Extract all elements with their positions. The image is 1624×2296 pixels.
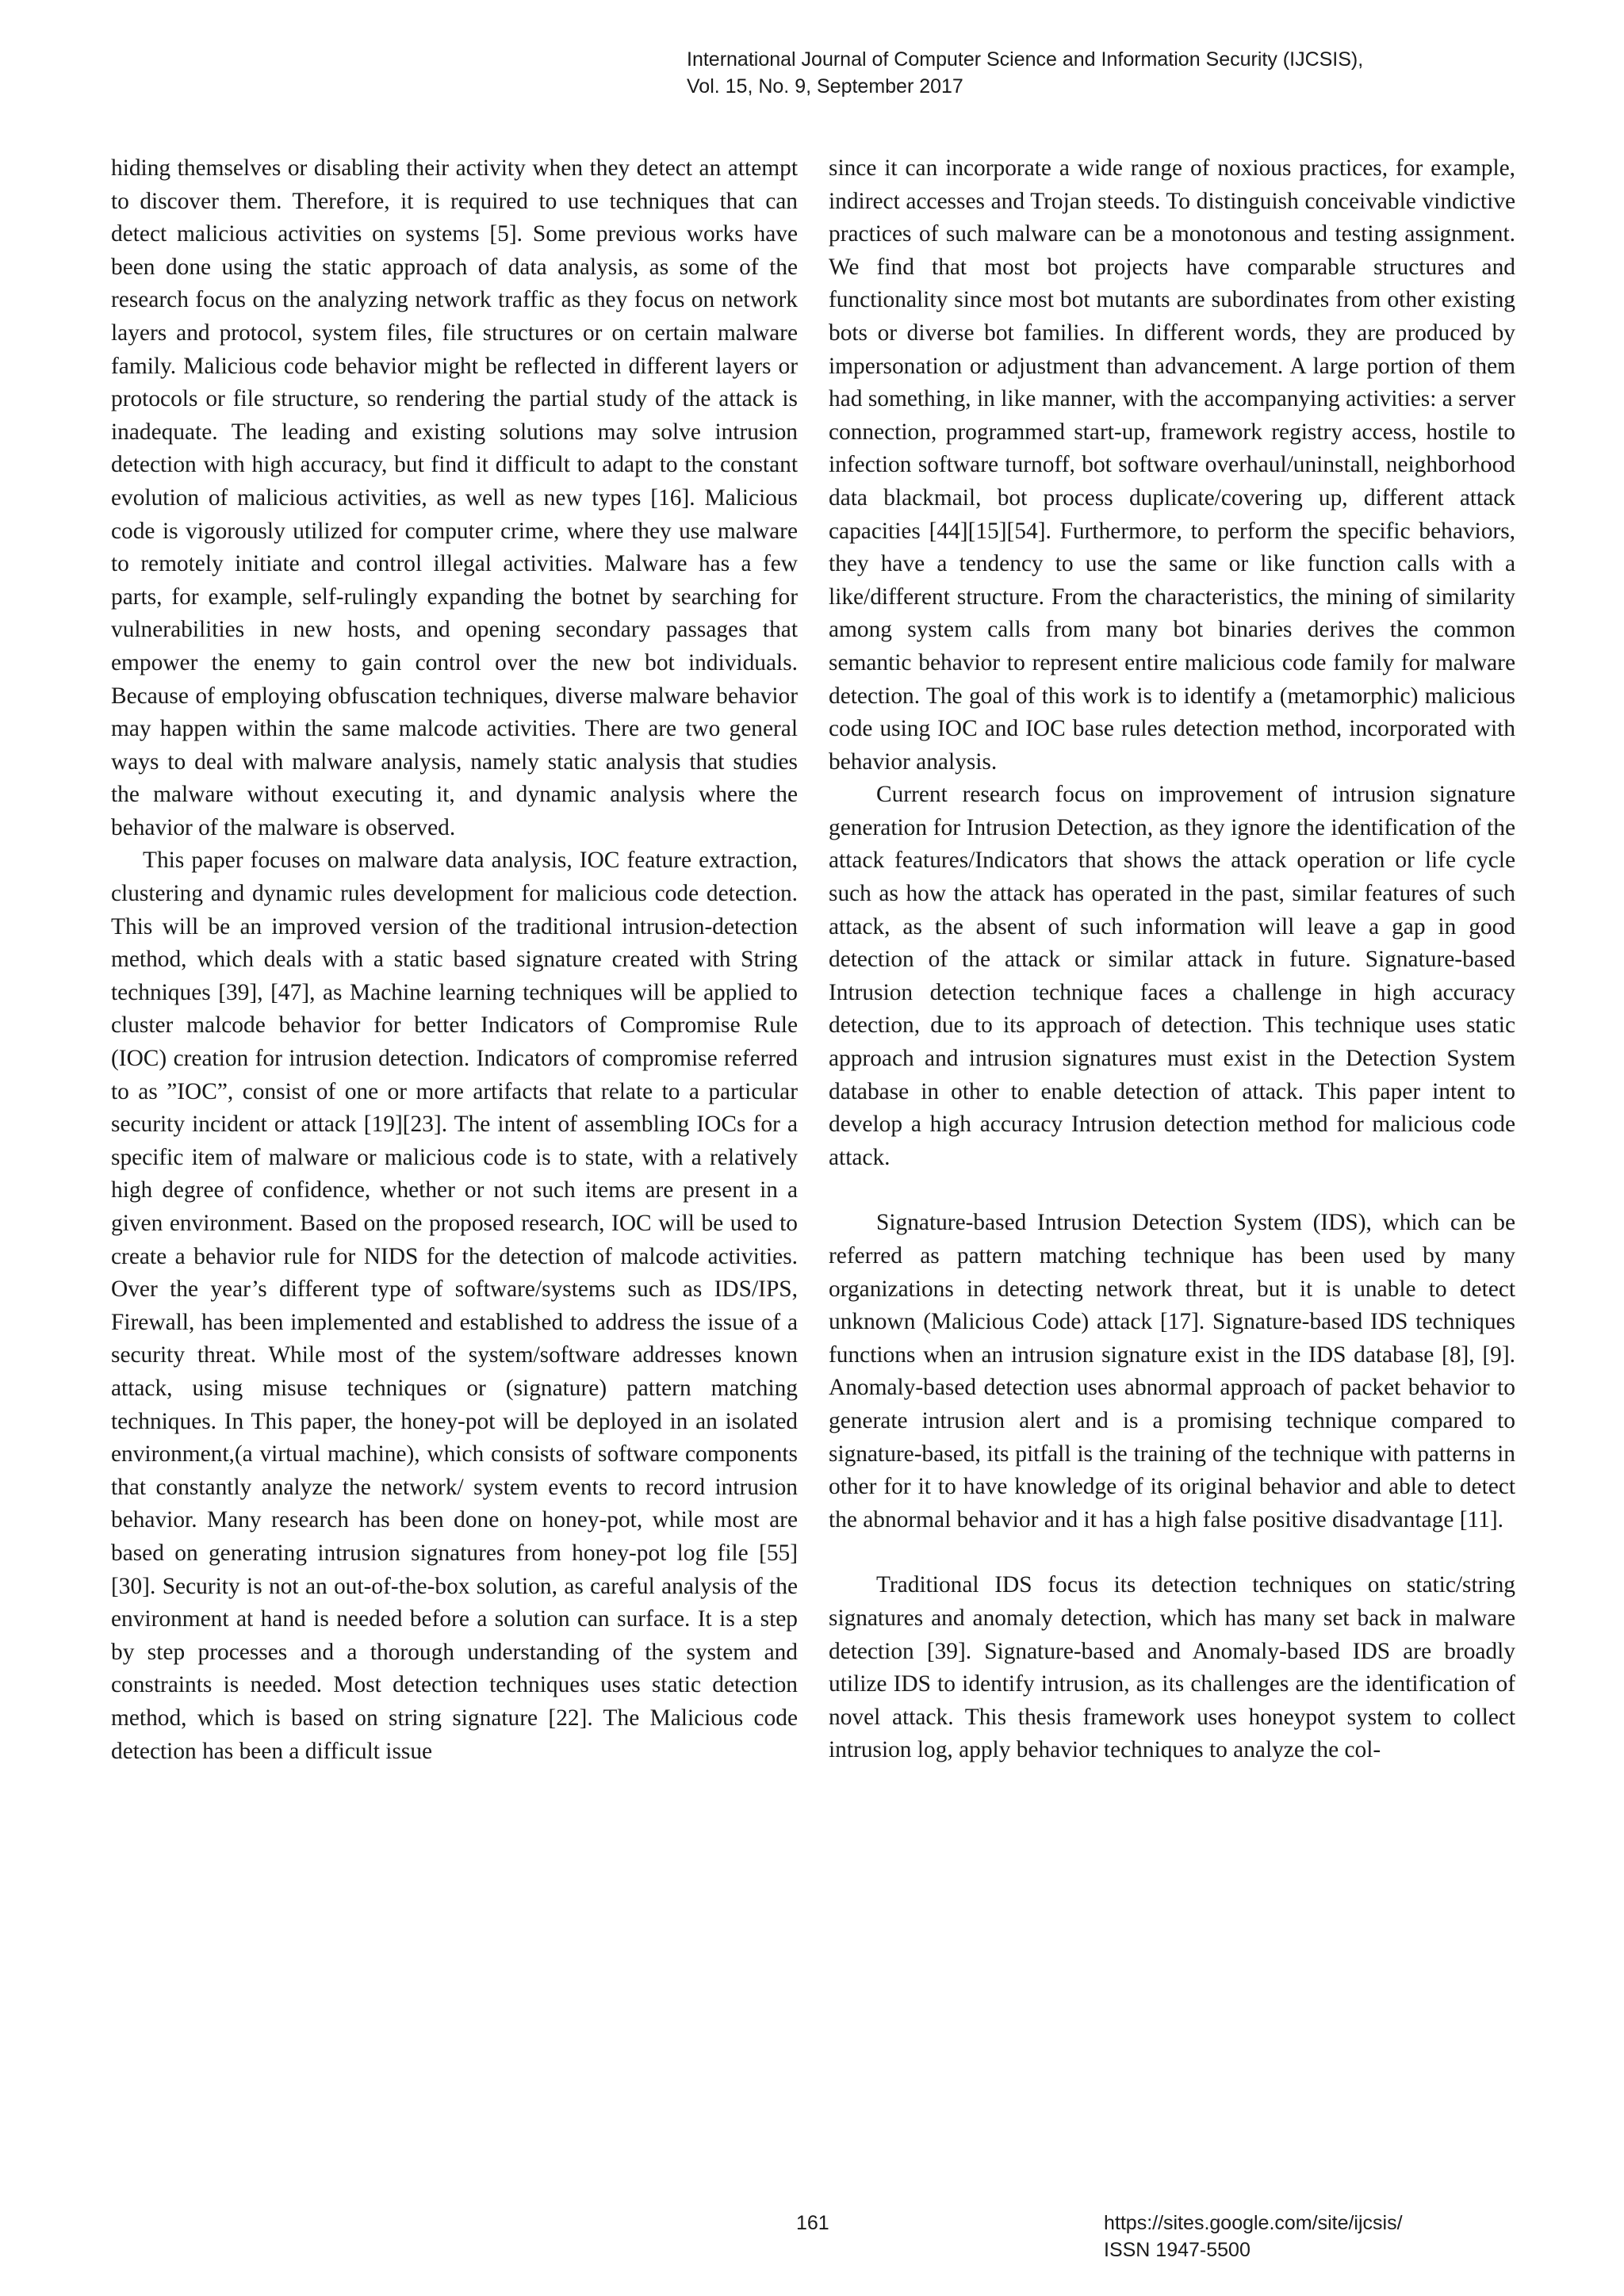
footer-site-info [1104,2210,1403,2263]
journal-title-line: International Journal of Computer Science and Information Security (IJCSIS), [687,48,1364,71]
page-number: 161 [796,2212,829,2234]
journal-header [687,46,1559,100]
site-url-link[interactable]: https://sites.google.com/site/ijcsis/ [1104,2212,1403,2234]
left-column [111,152,798,1768]
paragraph: Signature-based Intrusion Detection System (IDS), which can be referred as pattern matching technique has been used by many organizations in detecting network threat, but it is unable to detect unknown (Malicious Code) attack [17]. Signature-based IDS techniques functions when an intrusion signature exist in the IDS database [8], [9]. Anomaly-based detection uses abnormal approach of packet behavior to generate intrusion alert and is a promising technique compared to signature-based, its pitfall is the training of the technique with patterns in other for it to have knowledge of its original behavior and able to detect the abnormal behavior and it has a high false positive disadvantage [11]. [829,1210,1515,1533]
journal-issue-line: Vol. 15, No. 9, September 2017 [687,75,963,98]
right-column [829,152,1515,1767]
paragraph: Traditional IDS focus its detection techniques on static/string signatures and anomaly detection, which has many set back in malware detection [39]. Signature-based and Anomaly-based IDS are broadly utilize IDS to identify intrusion, as its challenges are the identification of novel attack. This thesis framework uses honeypot system to collect intrusion log, apply behavior techniques to analyze the col- [829,1572,1515,1763]
issn-text: ISSN 1947-5500 [1104,2239,1251,2261]
paragraph: hiding themselves or disabling their activity when they detect an attempt to discover them. Therefore, it is required to use techniques that can detect malicious activities on systems [5]. Some previous works have been done using the static approach of data analysis, as some of the research focus on the analyzing network traffic as they focus on network layers and protocol, system files, file structures or on certain malware family. Malicious code behavior might be reflected in different layers or protocols or file structure, so rendering the partial study of the attack is inadequate. The leading and existing solutions may solve intrusion detection with high accuracy, but find it difficult to adapt to the constant evolution of malicious activities, as well as new types [16]. Malicious code is vigorously utilized for computer crime, where they use malware to remotely initiate and control illegal activities. Malware has a few parts, for example, self-rulingly expanding the botnet by searching for vulnerabilities in new hosts, and opening secondary passages that empower the enemy to gain control over the new bot individuals. Because of employing obfuscation techniques, diverse malware behavior may happen within the same malcode activities. There are two general ways to deal with malware analysis, namely static analysis that studies the malware without executing it, and dynamic analysis where the behavior of the malware is observed. [111,155,798,840]
paragraph: This paper focuses on malware data analysis, IOC feature extraction, clustering and dynamic rules development for malicious code detection. This will be an improved version of the traditional intrusion-detection method, which deals with a static based signature created with String techniques [39], [47], as Machine learning techniques will be applied to cluster malcode behavior for better Indicators of Compromise Rule (IOC) creation for intrusion detection. Indicators of compromise referred to as ”IOC”, consist of one or more artifacts that relate to a particular security incident or attack [19][23]. The intent of assembling IOCs for a specific item of malware or malicious code is to state, with a relatively high degree of confidence, whether or not such items are present in a given environment. Based on the proposed research, IOC will be used to create a behavior rule for NIDS for the detection of malcode activities. Over the year’s different type of software/systems such as IDS/IPS, Firewall, has been implemented and established to address the issue of a security threat. While most of the system/software addresses known attack, using misuse techniques or (signature) pattern matching techniques. In This paper, the honey-pot will be deployed in an isolated environment,(a virtual machine), which consists of software components that constantly analyze the network/ system events to record intrusion behavior. Many research has been done on honey-pot, while most are based on generating intrusion signatures from honey-pot log file [55][30]. Security is not an out-of-the-box solution, as careful analysis of the environment at hand is needed before a solution can surface. It is a step by step processes and a thorough understanding of the system and constraints is needed. Most detection techniques uses static detection method, which is based on string signature [22]. The Malicious code detection has been a difficult issue [111,848,798,1764]
paragraph: since it can incorporate a wide range of noxious practices, for example, indirect accesses and Trojan steeds. To distinguish conceivable vindictive practices of such malware can be a monotonous and testing assignment. We find that most bot projects have comparable structures and functionality since most bot mutants are subordinates from other existing bots or diverse bot families. In different words, they are produced by impersonation or adjustment than advancement. A large portion of them had something, in like manner, with the accompanying activities: a server connection, programmed start-up, framework registry access, hostile to infection software turnoff, bot software overhaul/uninstall, neighborhood data blackmail, bot process duplicate/covering up, different attack capacities [44][15][54]. Furthermore, to perform the specific behaviors, they have a tendency to use the same or like function calls with a like/different structure. From the characteristics, the mining of similarity among system calls from many bot binaries derives the common semantic behavior to represent entire malicious code family for malware detection. The goal of this work is to identify a (metamorphic) malicious code using IOC and IOC base rules detection method, incorporated with behavior analysis. [829,155,1515,775]
paragraph: Current research focus on improvement of intrusion signature generation for Intrusion Detection, as they ignore the identification of the attack features/Indicators that shows the attack operation or life cycle such as how the attack has operated in the past, similar features of such attack, as the absent of such information will leave a gap in good detection of the attack or similar attack in future. Signature-based Intrusion detection technique faces a challenge in high accuracy detection, due to its approach of detection. This technique uses static approach and intrusion signatures must exist in the Detection System database in other to enable detection of attack. This paper intent to develop a high accuracy Intrusion detection method for malicious code attack. [829,782,1515,1170]
